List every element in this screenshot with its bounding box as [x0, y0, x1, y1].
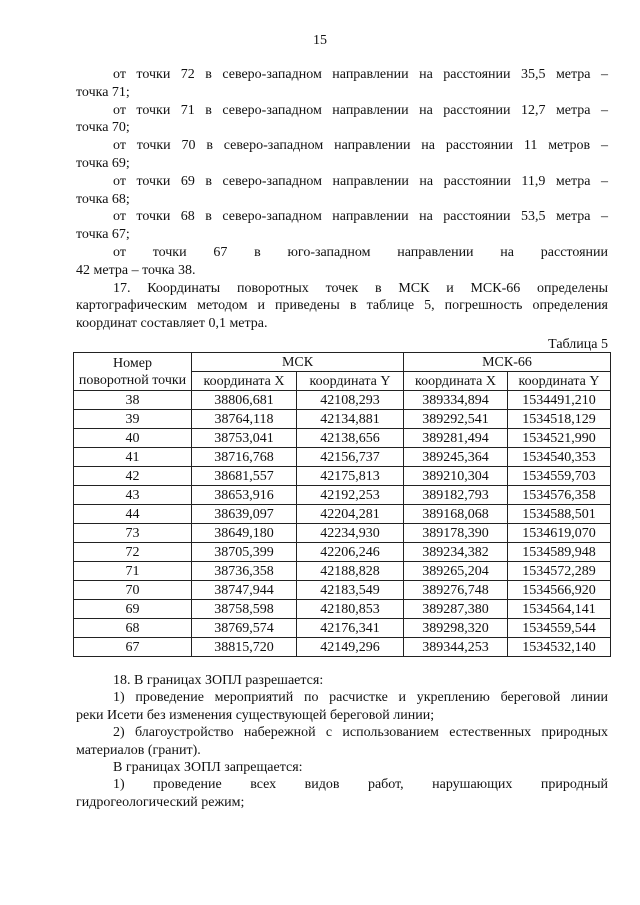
table-cell: 389292,541 — [404, 410, 508, 429]
table-cell: 38736,358 — [192, 562, 297, 581]
table-cell: 1534576,358 — [508, 486, 611, 505]
table-cell: 38769,574 — [192, 619, 297, 638]
text-line: от точки 72 в северо-западном направлении на расстоянии 35,5 метра – — [113, 67, 608, 82]
table-cell: 1534540,353 — [508, 448, 611, 467]
table-cell: 42192,253 — [297, 486, 404, 505]
table-cell: 42149,296 — [297, 638, 404, 657]
header-msk: МСК — [192, 353, 404, 372]
table-cell: 73 — [74, 524, 192, 543]
text-line: 42 метра – точка 38. — [76, 262, 196, 278]
table-cell: 389182,793 — [404, 486, 508, 505]
table-row — [74, 619, 611, 638]
table-row — [74, 467, 611, 486]
text-line: точка 68; — [76, 191, 130, 207]
table-row — [74, 486, 611, 505]
table-cell: 389245,364 — [404, 448, 508, 467]
table-cell: 38681,557 — [192, 467, 297, 486]
text-line: точка 70; — [76, 120, 130, 136]
text-line: от точки 68 в северо-западном направлении на расстоянии 53,5 метра – — [113, 209, 608, 225]
table-cell: 42188,828 — [297, 562, 404, 581]
table-cell: 1534559,703 — [508, 467, 611, 486]
table-cell: 43 — [74, 486, 192, 505]
table-cell: 1534564,141 — [508, 600, 611, 619]
table-cell: 38649,180 — [192, 524, 297, 543]
table-cell: 389298,320 — [404, 619, 508, 638]
header-point-number: Номер поворотной точки — [74, 353, 192, 391]
table-cell: 42183,549 — [297, 581, 404, 600]
text-line: В границах ЗОПЛ запрещается: — [113, 760, 303, 775]
table-cell: 1534572,289 — [508, 562, 611, 581]
text-line: точка 69; — [76, 156, 130, 171]
table-cell: 42180,853 — [297, 600, 404, 619]
text-line: материалов (гранит). — [76, 742, 201, 758]
text-line: реки Исети без изменения существующей береговой линии; — [76, 707, 435, 723]
table-cell: 42156,737 — [297, 448, 404, 467]
table-cell: 38653,916 — [192, 486, 297, 505]
table-cell: 39 — [74, 410, 192, 429]
table-cell: 1534491,210 — [508, 391, 611, 410]
table-cell: 1534619,070 — [508, 524, 611, 543]
table-cell: 389265,204 — [404, 562, 508, 581]
table-row — [74, 638, 611, 657]
table-cell: 38747,944 — [192, 581, 297, 600]
table-cell: 69 — [74, 600, 192, 619]
table-row — [74, 581, 611, 600]
table-cell: 42138,656 — [297, 429, 404, 448]
table-cell: 389344,253 — [404, 638, 508, 657]
table-cell: 40 — [74, 429, 192, 448]
text-line: 2) благоустройство набережной с использованием естественных природных — [113, 725, 608, 741]
table-cell: 42234,930 — [297, 524, 404, 543]
table-cell: 38705,399 — [192, 543, 297, 562]
header-msk66-y: координата Y — [508, 372, 611, 391]
table-row — [74, 524, 611, 543]
table-cell: 1534589,948 — [508, 543, 611, 562]
table-cell: 38753,041 — [192, 429, 297, 448]
table-cell: 38758,598 — [192, 600, 297, 619]
table-cell: 41 — [74, 448, 192, 467]
table-cell: 38806,681 — [192, 391, 297, 410]
text-line: координат составляет 0,1 метра. — [76, 316, 268, 332]
table-cell: 389276,748 — [404, 581, 508, 600]
page-number: 15 — [313, 33, 327, 48]
table-cell: 389178,390 — [404, 524, 508, 543]
table-cell: 71 — [74, 562, 192, 581]
table-cell: 389210,304 — [404, 467, 508, 486]
table-row — [74, 448, 611, 467]
header-msk-y: координата Y — [297, 372, 404, 391]
table-cell: 42206,246 — [297, 543, 404, 562]
text-line: точка 71; — [76, 84, 130, 100]
table-row — [74, 600, 611, 619]
table-row — [74, 562, 611, 581]
text-line: от точки 70 в северо-западном направлении на расстоянии 11 метров – — [113, 138, 608, 154]
table-cell: 389234,382 — [404, 543, 508, 562]
table-cell: 38764,118 — [192, 410, 297, 429]
text-line: 17. Координаты поворотных точек в МСК и МСК-66 определены — [113, 280, 608, 296]
table-row — [74, 391, 611, 410]
table-row — [74, 429, 611, 448]
text-line: точка 67; — [76, 227, 130, 243]
table-cell: 42176,341 — [297, 619, 404, 638]
table-row — [74, 505, 611, 524]
table-cell: 68 — [74, 619, 192, 638]
table-cell: 1534532,140 — [508, 638, 611, 657]
table-cell: 38815,720 — [192, 638, 297, 657]
text-line: 1) проведение всех видов работ, нарушающих природный — [113, 777, 608, 793]
table-cell: 389281,494 — [404, 429, 508, 448]
table-cell: 1534518,129 — [508, 410, 611, 429]
text-line: 1) проведение мероприятий по расчистке и укреплению береговой линии — [113, 690, 608, 706]
table-cell: 42204,281 — [297, 505, 404, 524]
table-cell: 38639,097 — [192, 505, 297, 524]
table-cell: 38 — [74, 391, 192, 410]
table-cell: 1534521,990 — [508, 429, 611, 448]
text-line: от точки 67 в юго-западном направлении на расстоянии — [113, 245, 608, 260]
table-cell: 1534588,501 — [508, 505, 611, 524]
table-cell: 389334,894 — [404, 391, 508, 410]
table-cell: 42108,293 — [297, 391, 404, 410]
table-cell: 42 — [74, 467, 192, 486]
text-line: гидрогеологический режим; — [76, 794, 245, 810]
table-cell: 70 — [74, 581, 192, 600]
text-line: 18. В границах ЗОПЛ разрешается: — [113, 673, 324, 688]
table-cell: 1534566,920 — [508, 581, 611, 600]
header-msk-x: координата X — [192, 372, 297, 391]
header-msk66-x: координата X — [404, 372, 508, 391]
header-msk66: МСК-66 — [404, 353, 611, 372]
text-line: от точки 69 в северо-западном направлении на расстоянии 11,9 метра – — [113, 173, 608, 189]
table-row — [74, 543, 611, 562]
coordinates-table — [73, 352, 611, 657]
table-cell: 389168,068 — [404, 505, 508, 524]
table-cell: 67 — [74, 638, 192, 657]
table-caption: Таблица 5 — [548, 337, 608, 352]
table-cell: 1534559,544 — [508, 619, 611, 638]
table-cell: 44 — [74, 505, 192, 524]
text-line: от точки 71 в северо-западном направлении на расстоянии 12,7 метра – — [113, 102, 608, 118]
table-cell: 38716,768 — [192, 448, 297, 467]
table-row — [74, 410, 611, 429]
text-line: картографическим методом и приведены в таблице 5, погрешность определения — [76, 298, 608, 314]
table-cell: 42134,881 — [297, 410, 404, 429]
table-cell: 389287,380 — [404, 600, 508, 619]
table-cell: 72 — [74, 543, 192, 562]
table-cell: 42175,813 — [297, 467, 404, 486]
